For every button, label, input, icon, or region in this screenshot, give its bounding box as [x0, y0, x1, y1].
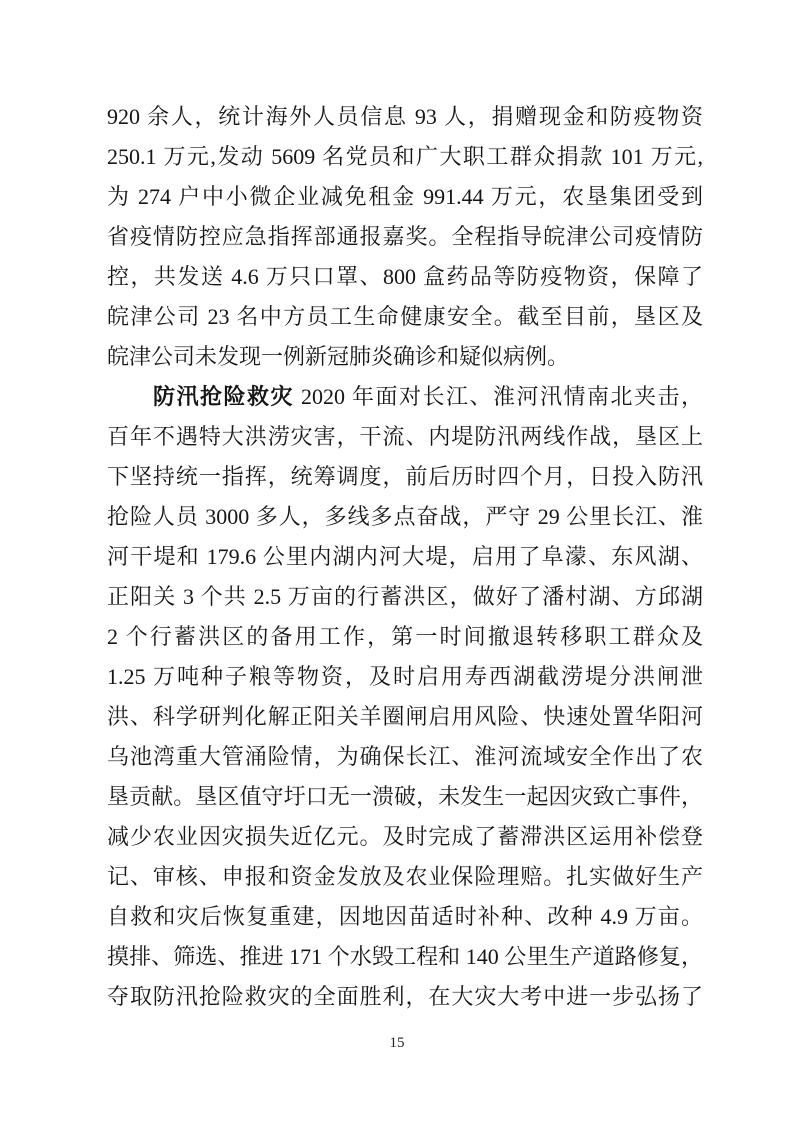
text-line: 为 274 户中小微企业减免租金 991.44 万元，农垦集团受到	[107, 184, 703, 209]
text-line: 920 余人，统计海外人员信息 93 人，捐赠现金和防疫物资	[107, 104, 703, 129]
text-line: 洪、科学研判化解正阳关羊圈闸启用风险、快速处置华阳河	[107, 704, 703, 729]
text-line: 减少农业因灾损失近亿元。及时完成了蓄滞洪区运用补偿登	[107, 824, 703, 849]
text-line: 正阳关 3 个共 2.5 万亩的行蓄洪区，做好了潘村湖、方邱湖	[107, 584, 703, 609]
body-text	[107, 97, 703, 1017]
section-heading: 防汛抢险救灾	[153, 384, 294, 409]
text-line: 下坚持统一指挥，统筹调度，前后历时四个月，日投入防汛	[107, 464, 703, 489]
text-line: 夺取防汛抢险救灾的全面胜利，在大灾大考中进一步弘扬了	[107, 984, 703, 1009]
section-first-line	[107, 377, 703, 417]
text-line: 乌池湾重大管涌险情，为确保长江、淮河流域安全作出了农	[107, 744, 703, 769]
text-line: 250.1 万元,发动 5609 名党员和广大职工群众捐款 101 万元,	[107, 144, 703, 169]
text-line: 皖津公司 23 名中方员工生命健康安全。截至目前，垦区及	[107, 304, 703, 329]
text-line: 河干堤和 179.6 公里内湖内河大堤，启用了阜濛、东风湖、	[107, 544, 703, 569]
text-line: 1.25 万吨种子粮等物资，及时启用寿西湖截涝堤分洪闸泄	[107, 664, 703, 689]
page-number: 15	[389, 1035, 405, 1051]
paragraph-end-line: 皖津公司未发现一例新冠肺炎确诊和疑似病例。	[107, 344, 570, 369]
text-line: 2 个行蓄洪区的备用工作，第一时间撤退转移职工群众及	[107, 624, 703, 649]
text-line: 控，共发送 4.6 万只口罩、800 盒药品等防疫物资，保障了	[107, 264, 703, 289]
text-line: 摸排、筛选、推进 171 个水毁工程和 140 公里生产道路修复，	[107, 944, 703, 969]
text-line: 垦贡献。垦区值守圩口无一溃破，未发生一起因灾致亡事件，	[107, 784, 703, 809]
text-line: 记、审核、申报和资金发放及农业保险理赔。扎实做好生产	[107, 864, 703, 889]
text-line: 抢险人员 3000 多人，多线多点奋战，严守 29 公里长江、淮	[107, 504, 703, 529]
text-line: 自救和灾后恢复重建，因地因苗适时补种、改种 4.9 万亩。	[107, 904, 703, 929]
text-line: 百年不遇特大洪涝灾害，干流、内堤防汛两线作战，垦区上	[107, 424, 703, 449]
section-lead-rest: 2020 年面对长江、淮河汛情南北夹击，	[294, 384, 703, 409]
text-line: 省疫情防控应急指挥部通报嘉奖。全程指导皖津公司疫情防	[107, 224, 703, 249]
